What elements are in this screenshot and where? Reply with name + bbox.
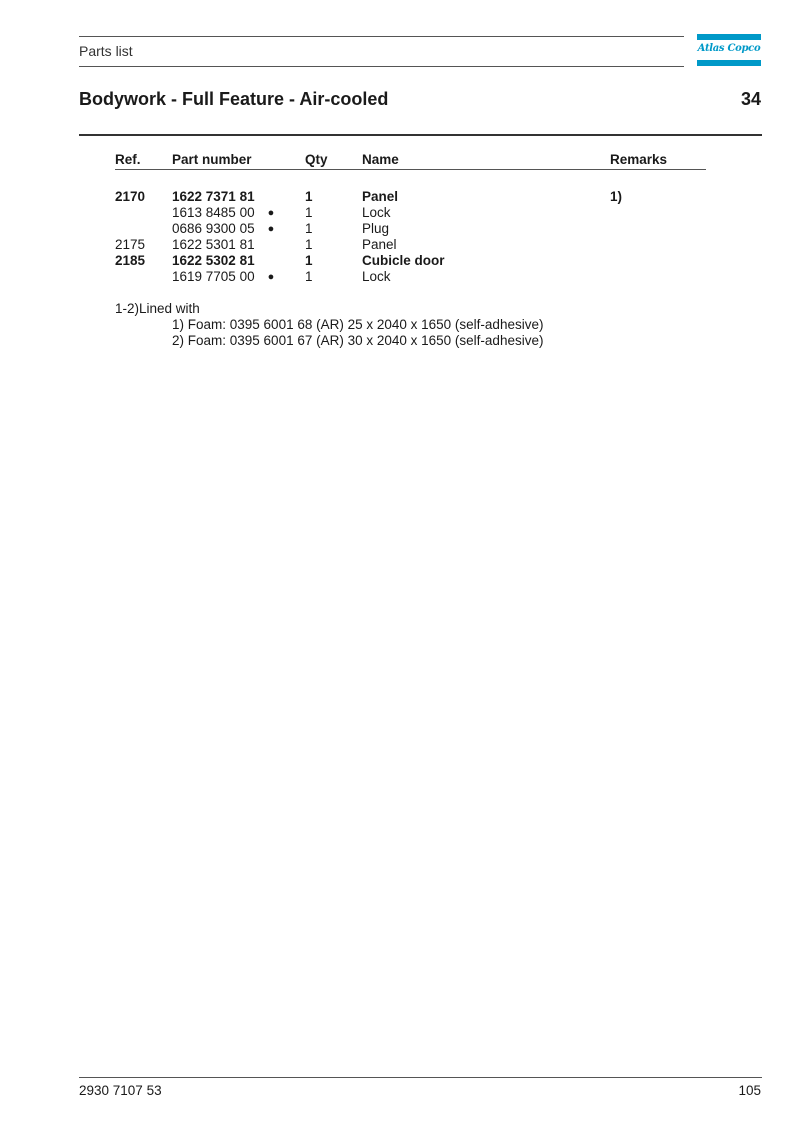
col-name-header: Name xyxy=(362,152,399,167)
cell-part-number: 1622 5301 81 xyxy=(172,237,255,252)
col-part-number-header: Part number xyxy=(172,152,252,167)
lining-notes xyxy=(115,301,543,349)
col-ref-header: Ref. xyxy=(115,152,141,167)
chapter-number: 34 xyxy=(740,89,761,109)
cell-part-number: 1619 7705 00 xyxy=(172,269,255,284)
cell-name: Plug xyxy=(362,221,390,236)
cell-name: Panel xyxy=(362,237,397,252)
cell-remarks: 1) xyxy=(610,189,623,204)
note-item-1: 1) Foam: 0395 6001 68 (AR) 25 x 2040 x 1650 (self-adhesive) xyxy=(172,317,544,332)
logo-bottom-bar xyxy=(697,60,761,66)
table-row xyxy=(115,205,706,221)
cell-name: Lock xyxy=(362,269,391,284)
table-body xyxy=(115,189,706,285)
cell-qty: 1 xyxy=(305,205,313,220)
cell-part-number: 1622 5302 81 xyxy=(172,253,255,268)
header-bottom-rule xyxy=(79,66,684,67)
table-header xyxy=(115,152,706,168)
parts-table xyxy=(115,152,706,285)
cell-qty: 1 xyxy=(305,237,313,252)
cell-qty: 1 xyxy=(305,253,313,268)
table-row xyxy=(115,253,706,269)
cell-part-number: 1622 7371 81 xyxy=(172,189,255,204)
notes-heading: 1-2)Lined with xyxy=(115,301,200,316)
footer-rule xyxy=(79,1077,762,1078)
note-item-2: 2) Foam: 0395 6001 67 (AR) 30 x 2040 x 1650 (self-adhesive) xyxy=(172,333,544,348)
cell-qty: 1 xyxy=(305,269,313,284)
document-number: 2930 7107 53 xyxy=(79,1083,162,1098)
cell-name: Lock xyxy=(362,205,391,220)
title-rule xyxy=(79,134,762,136)
logo-wordmark: Atlas Copco xyxy=(697,43,761,54)
table-row xyxy=(115,237,706,253)
cell-ref: 2170 xyxy=(115,189,146,204)
col-qty-header: Qty xyxy=(305,152,328,167)
col-remarks-header: Remarks xyxy=(610,152,668,167)
cell-part-number: 1613 8485 00 xyxy=(172,205,255,220)
cell-name: Cubicle door xyxy=(362,253,445,268)
cell-name: Panel xyxy=(362,189,399,204)
page-number: 105 xyxy=(738,1083,761,1098)
bullet-marker: ● xyxy=(267,271,275,283)
logo-top-bar xyxy=(697,34,761,40)
section-label: Parts list xyxy=(79,43,133,59)
atlas-copco-logo xyxy=(697,34,761,68)
cell-qty: 1 xyxy=(305,221,313,236)
table-row xyxy=(115,189,706,205)
cell-ref: 2175 xyxy=(115,237,146,252)
cell-ref: 2185 xyxy=(115,253,146,268)
header-top-rule xyxy=(79,36,684,37)
page-title: Bodywork - Full Feature - Air-cooled xyxy=(79,89,389,109)
bullet-marker: ● xyxy=(267,207,275,219)
table-row xyxy=(115,269,706,285)
table-row xyxy=(115,221,706,237)
bullet-marker: ● xyxy=(267,223,275,235)
cell-qty: 1 xyxy=(305,189,313,204)
cell-part-number: 0686 9300 05 xyxy=(172,221,255,236)
